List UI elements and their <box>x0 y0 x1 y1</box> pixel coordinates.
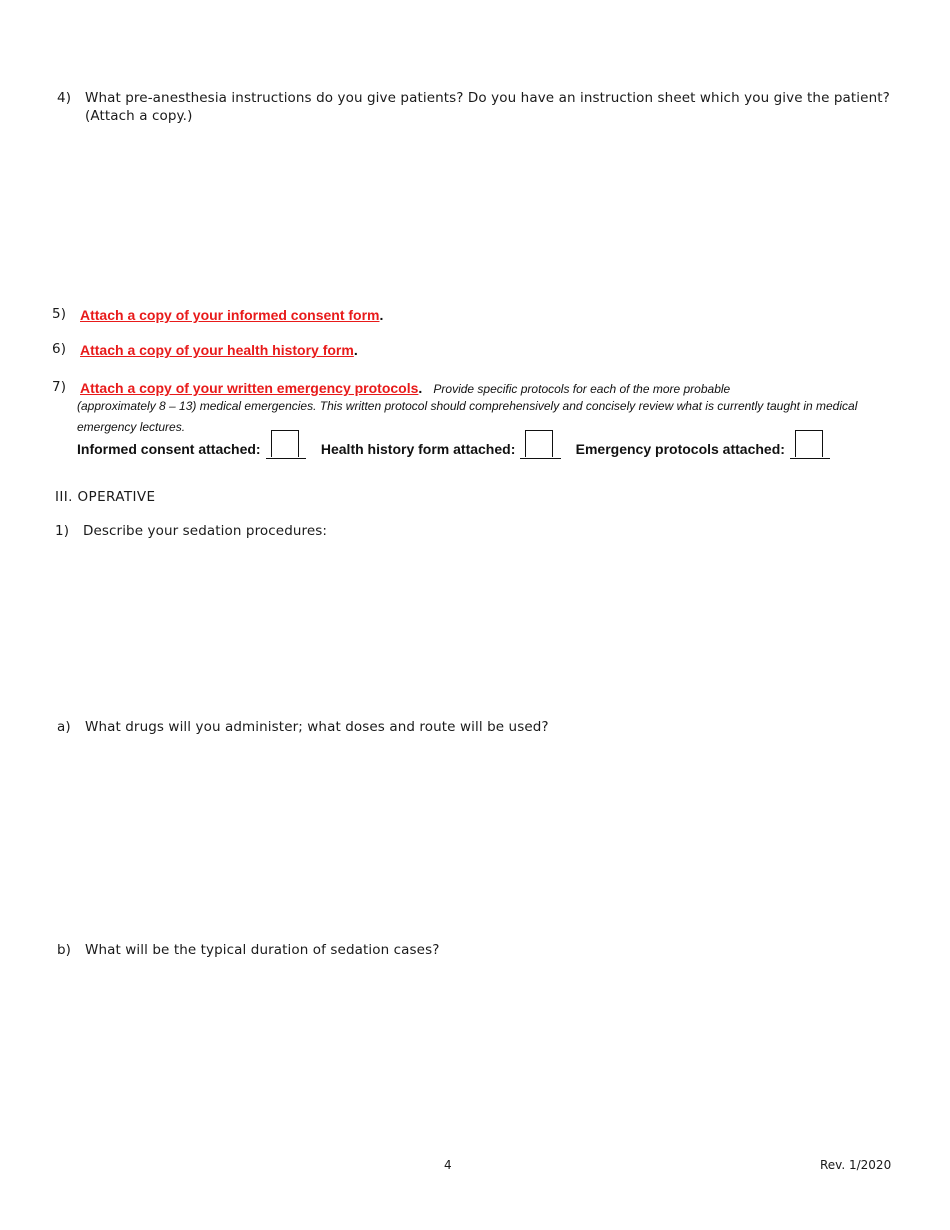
protocol-note: Provide specific protocols for each of the more probable <box>433 382 731 396</box>
emergency-protocols-attached-checkbox[interactable] <box>795 430 823 457</box>
protocol-note: emergency lectures. <box>77 420 186 434</box>
period: . <box>379 307 384 323</box>
period: . <box>353 342 358 358</box>
question-text <box>85 89 917 125</box>
health-history-attached-label: Health history form attached: <box>320 441 516 457</box>
question-number: 1) <box>55 523 70 539</box>
informed-consent-attached-checkbox[interactable] <box>271 430 299 457</box>
page-number: 4 <box>444 1158 452 1172</box>
informed-consent-form-link[interactable]: Attach a copy of your informed consent form <box>80 307 380 323</box>
emergency-protocols-link[interactable]: Attach a copy of your written emergency protocols <box>80 380 419 396</box>
question-4 <box>57 89 917 125</box>
emergency-protocols-attached-label: Emergency protocols attached: <box>575 441 785 457</box>
section-title: III. OPERATIVE <box>55 489 156 505</box>
question-text: What will be the typical duration of sedation cases? <box>85 942 440 958</box>
protocol-note: (approximately 8 – 13) medical emergencies. This written protocol should comprehensively and concisely review what is currently taught in medical <box>77 399 858 413</box>
question-text-line: What pre-anesthesia instructions do you give patients? Do you have an instruction sheet which you give the patient? <box>85 90 890 106</box>
question-text-line: (Attach a copy.) <box>85 108 193 124</box>
question-text: What drugs will you administer; what doses and route will be used? <box>85 719 549 735</box>
question-number: 4) <box>57 90 72 106</box>
question-number: 6) <box>52 341 67 357</box>
question-text: Describe your sedation procedures: <box>83 523 328 539</box>
question-number: 5) <box>52 306 67 322</box>
period: . <box>418 380 423 396</box>
question-number: a) <box>57 719 71 735</box>
revision-date: Rev. 1/2020 <box>820 1158 892 1172</box>
health-history-form-link[interactable]: Attach a copy of your health history form <box>80 342 354 358</box>
health-history-attached-checkbox[interactable] <box>525 430 553 457</box>
question-number: b) <box>57 942 72 958</box>
informed-consent-attached-label: Informed consent attached: <box>77 441 261 457</box>
attachment-checklist <box>77 430 830 459</box>
question-number: 7) <box>52 379 67 395</box>
